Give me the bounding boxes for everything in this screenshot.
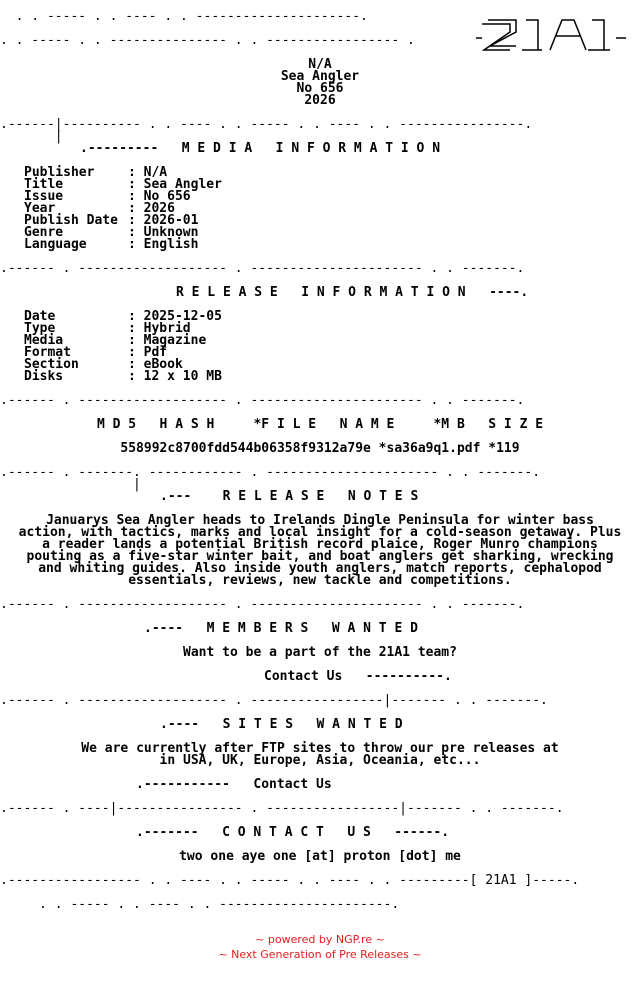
divider-rule: .------ . ----|---------------- . -----------------|------- . . -------. <box>0 801 564 816</box>
hash-line: 558992c8700fdd544b06358f9312a79e *sa36a9q1.pdf *119 <box>120 441 520 456</box>
release-info-heading: R E L E A S E I N F O R M A T I O N ----. <box>176 285 529 300</box>
sites-contact-label: .----------- Contact Us <box>136 777 332 792</box>
media-info-heading: .--------- M E D I A I N F O R M A T I O N <box>80 141 441 156</box>
release-info-row: Disks : 12 x 10 MB <box>24 369 222 384</box>
divider-rule: .------ . ------------------- . ---------------------- . . -------. <box>0 261 525 276</box>
header-year: 2026 <box>304 93 336 108</box>
members-wanted-heading: .---- M E M B E R S W A N T E D <box>144 621 418 636</box>
sites-wanted-line: in USA, UK, Europe, Asia, Oceania, etc... <box>159 753 481 768</box>
hash-heading: M D 5 H A S H *F I L E N A M E *M B S I Z E <box>96 417 544 432</box>
divider-rule: | <box>0 129 63 144</box>
media-info-row: Publisher : N/A <box>24 165 168 180</box>
sites-wanted-line: We are currently after FTP sites to throw our pre releases at <box>81 741 559 756</box>
divider-rule: .------|---------- . . ---- . . ----- . . ---- . . ----------------. <box>0 117 533 132</box>
media-info-list <box>0 167 640 251</box>
media-info-row: Title : Sea Angler <box>24 177 222 192</box>
contact-email: two one aye one [at] proton [dot] me <box>179 849 461 864</box>
header-issue: No 656 <box>296 81 344 96</box>
release-info-row: Type : Hybrid <box>24 321 191 336</box>
media-info-row: Year : 2026 <box>24 201 175 216</box>
sites-wanted-heading: .---- S I T E S W A N T E D <box>160 717 403 732</box>
header-publisher: N/A <box>308 57 332 72</box>
divider-rule: | <box>0 477 141 492</box>
nfo-document <box>0 11 640 911</box>
header-title: Sea Angler <box>280 69 360 84</box>
members-wanted-text: Want to be a part of the 21A1 team? <box>183 645 457 660</box>
release-info-row: Date : 2025-12-05 <box>24 309 222 324</box>
tagline-text: ~ Next Generation of Pre Releases ~ <box>218 948 422 961</box>
header-rule-2: . . ----- . . --------------- . . ----------------- . <box>0 33 415 48</box>
footer-rule: .----------------- . . ---- . . ----- . . ---- . . ---------[ 21A1 ]-----. <box>0 873 580 888</box>
header-rule-1: . . ----- . . ---- . . ---------------------. <box>0 9 368 24</box>
media-info-row: Genre : Unknown <box>24 225 199 240</box>
release-notes-heading: .--- R E L E A S E N O T E S <box>160 489 419 504</box>
media-info-row: Issue : No 656 <box>24 189 191 204</box>
release-notes-line: pouting as a five-star winter bait, and boat anglers get sharking, wrecking <box>26 549 614 564</box>
media-info-row: Language : English <box>24 237 199 252</box>
release-info-row: Format : Pdf <box>24 345 168 360</box>
divider-rule: .------ . -------. ------------ . ---------------------- . . -------. <box>0 465 541 480</box>
release-info-row: Section : eBook <box>24 357 183 372</box>
divider-rule: .------ . ------------------- . -----------------|------- . . -------. <box>0 693 548 708</box>
release-notes-line: Januarys Sea Angler heads to Irelands Dingle Peninsula for winter bass <box>46 513 594 528</box>
contact-us-heading: .------- C O N T A C T U S ------. <box>136 825 450 840</box>
release-info-row: Media : Magazine <box>24 333 207 348</box>
release-info-list <box>0 311 640 383</box>
release-notes-line: a reader lands a potential British record plaice, Roger Munro champions <box>42 537 598 552</box>
media-info-row: Publish Date : 2026-01 <box>24 213 199 228</box>
powered-by-text: ~ powered by NGP.re ~ <box>255 933 385 946</box>
release-notes-line: action, with tactics, marks and local insight for a cold-season getaway. Plus <box>18 525 622 540</box>
release-notes-line: and whiting guides. Also inside youth anglers, match reports, cephalopod <box>38 561 602 576</box>
footer-rule: . . ----- . . ---- . . ----------------------. <box>0 897 400 912</box>
divider-rule: .------ . ------------------- . ---------------------- . . -------. <box>0 393 525 408</box>
release-notes-text <box>0 515 640 587</box>
release-notes-line: essentials, reviews, new tackle and competitions. <box>128 573 512 588</box>
divider-rule: .------ . ------------------- . ---------------------- . . -------. <box>0 597 525 612</box>
members-contact-label: Contact Us ----------. <box>264 669 452 684</box>
